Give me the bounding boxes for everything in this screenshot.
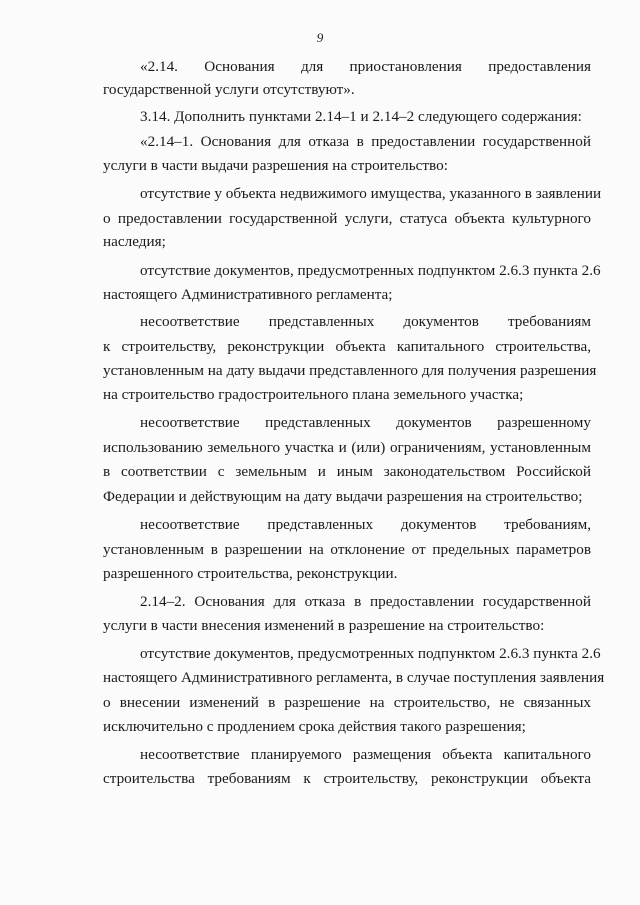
text-line-12: к строительству, реконструкции объекта капитального строительства, [103, 338, 591, 355]
text-line-22: 2.14–2. Основания для отказа в предоставлении государственной [140, 593, 591, 610]
text-line-21: разрешенного строительства, реконструкции. [103, 565, 398, 582]
text-line-5: услуги в части выдачи разрешения на строительство: [103, 157, 448, 174]
text-line-25: настоящего Административного регламента, в случае поступления заявления [103, 669, 605, 686]
text-line-23: услуги в части внесения изменений в разрешение на строительство: [103, 617, 545, 634]
text-line-11: несоответствие представленных документов требованиям [140, 313, 591, 330]
text-line-20: установленным в разрешении на отклонение от предельных параметров [103, 541, 591, 558]
text-line-13: установленным на дату выдачи представленного для получения разрешения [103, 362, 597, 379]
text-line-10: настоящего Административного регламента; [103, 286, 393, 303]
text-line-4: «2.14–1. Основания для отказа в предоставлении государственной [140, 133, 591, 150]
text-line-1: «2.14. Основания для приостановления предоставления [140, 58, 591, 75]
text-line-6: отсутствие у объекта недвижимого имущества, указанного в заявлении [140, 185, 602, 202]
text-line-29: строительства требованиям к строительству, реконструкции объекта [103, 770, 591, 787]
text-line-26: о внесении изменений в разрешение на строительство, не связанных [103, 694, 591, 711]
text-line-9: отсутствие документов, предусмотренных подпунктом 2.6.3 пункта 2.6 [140, 262, 601, 279]
text-line-24: отсутствие документов, предусмотренных подпунктом 2.6.3 пункта 2.6 [140, 645, 601, 662]
text-line-7: о предоставлении государственной услуги, статуса объекта культурного [103, 210, 591, 227]
text-line-18: Федерации и действующим на дату выдачи разрешения на строительство; [103, 488, 583, 505]
text-line-16: использованию земельного участка и (или) ограничениям, установленным [103, 439, 591, 456]
text-line-2: государственной услуги отсутствуют». [103, 81, 355, 98]
text-line-17: в соответствии с земельным и иным законодательством Российской [103, 463, 591, 480]
text-line-8: наследия; [103, 233, 166, 250]
text-line-14: на строительство градостроительного плана земельного участка; [103, 386, 524, 403]
text-line-3: 3.14. Дополнить пунктами 2.14–1 и 2.14–2 следующего содержания: [140, 108, 582, 125]
text-line-27: исключительно с продлением срока действия такого разрешения; [103, 718, 526, 735]
text-line-28: несоответствие планируемого размещения объекта капитального [140, 746, 591, 763]
text-line-19: несоответствие представленных документов требованиям, [140, 516, 591, 533]
text-line-15: несоответствие представленных документов разрешенному [140, 414, 591, 431]
page-number: 9 [316, 30, 324, 45]
